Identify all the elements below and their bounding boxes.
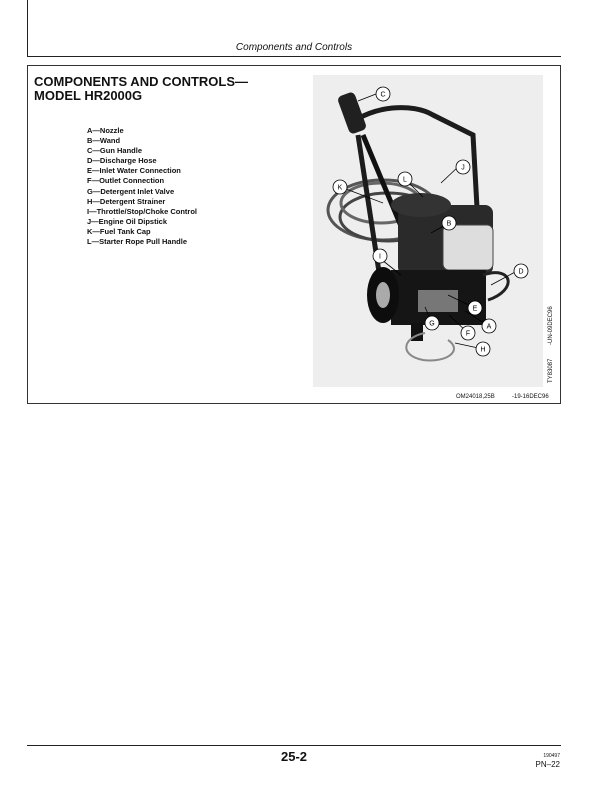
callout-label: K bbox=[337, 184, 343, 192]
callout-label: E bbox=[472, 305, 478, 313]
page-number: 25-2 bbox=[280, 749, 308, 764]
callout-label: A bbox=[486, 323, 492, 331]
callout-label: F bbox=[465, 330, 471, 338]
callout-label: G bbox=[429, 320, 435, 328]
legend-item: J—Engine Oil Dipstick bbox=[87, 216, 168, 226]
legend-item: I—Throttle/Stop/Choke Control bbox=[87, 206, 197, 216]
legend-item: C—Gun Handle bbox=[87, 146, 143, 156]
section-title bbox=[34, 75, 274, 103]
pn-code: PN–22 bbox=[535, 760, 560, 769]
footer-rule bbox=[27, 745, 561, 746]
callout-label: D bbox=[518, 268, 524, 276]
legend-item: D—Discharge Hose bbox=[87, 156, 157, 166]
title-line-2: MODEL HR2000G bbox=[34, 88, 143, 103]
callout-label: B bbox=[446, 220, 452, 228]
callout-label: J bbox=[461, 164, 465, 172]
component-legend bbox=[87, 126, 197, 247]
legend-item: E—Inlet Water Connection bbox=[87, 166, 181, 176]
callout-label: I bbox=[379, 253, 381, 261]
running-head: Components and Controls bbox=[235, 42, 353, 53]
figure-date-code: -UN-09DEC96 bbox=[548, 306, 554, 345]
legend-item: B—Wand bbox=[87, 136, 121, 146]
legend-item: A—Nozzle bbox=[87, 126, 124, 135]
legend-item: K—Fuel Tank Cap bbox=[87, 226, 151, 236]
figure-image-id: TY83087 bbox=[548, 358, 554, 383]
doc-reference-code: OM24018,25B bbox=[456, 394, 495, 400]
legend-item: G—Detergent Inlet Valve bbox=[87, 186, 175, 196]
header-rule bbox=[27, 56, 561, 57]
pressure-washer-illustration bbox=[328, 87, 528, 360]
legend-item: H—Detergent Strainer bbox=[87, 196, 166, 206]
callout-label: C bbox=[380, 91, 386, 99]
title-line-1: COMPONENTS AND CONTROLS— bbox=[34, 74, 249, 89]
footer-date-code: 190497 bbox=[543, 753, 560, 759]
legend-item: F—Outlet Connection bbox=[87, 176, 165, 186]
doc-reference-date: -19-16DEC96 bbox=[512, 394, 549, 400]
callout-label: H bbox=[480, 346, 486, 354]
legend-item: L—Starter Rope Pull Handle bbox=[87, 237, 188, 247]
pressure-washer-photo bbox=[313, 75, 543, 387]
callout-label: L bbox=[403, 176, 407, 184]
